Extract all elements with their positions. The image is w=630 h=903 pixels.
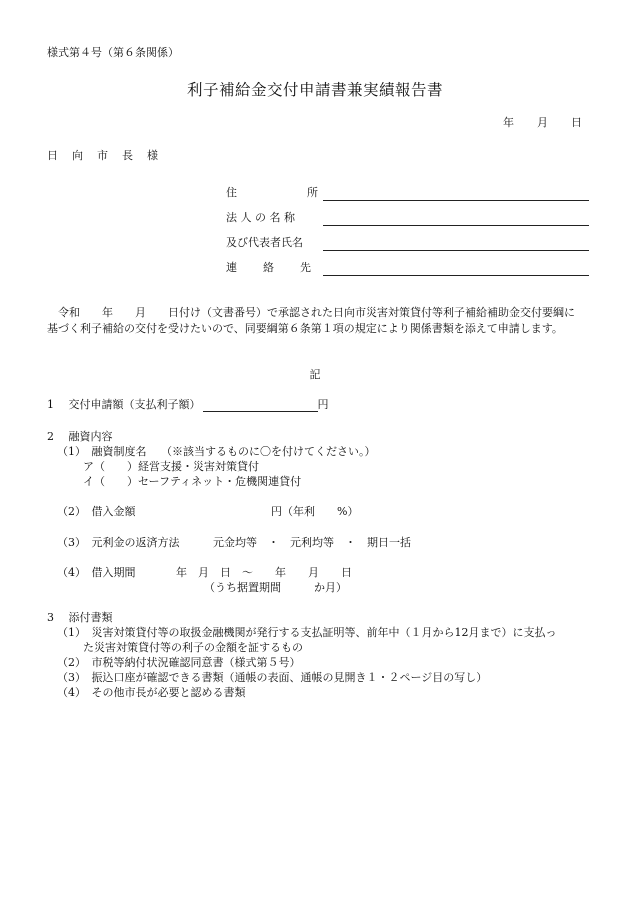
corp-name-field[interactable] [323, 225, 589, 226]
item3-doc1-line2: た災害対策貸付等の利子の金額を証するもの [83, 641, 303, 654]
item2-sub4-period: 年 月 日 ～ 年 月 日 [176, 566, 352, 579]
representative-label: 及び代表者氏名 [226, 236, 303, 249]
corp-name-row [226, 211, 295, 225]
item2-sub3-label: （3） 元利金の返済方法 [57, 536, 180, 549]
item2-sub4-label: （4） 借入期間 [57, 566, 136, 579]
date-day-label: 日 [571, 116, 582, 129]
corp-name-label: 法 人 の 名 称 [226, 211, 295, 224]
addressee-char: 日 [47, 149, 58, 162]
form-number: 様式第４号（第６条関係） [47, 46, 179, 59]
addressee-char: 向 [72, 149, 83, 162]
addressee-char: 長 [122, 149, 133, 162]
item1-unit: 円 [317, 398, 329, 411]
address-label-2: 所 [307, 186, 318, 199]
representative-field[interactable] [323, 250, 589, 251]
item3-doc2: （2） 市税等納付状況確認同意書（様式第５号） [57, 656, 301, 669]
date-month-label: 月 [537, 116, 548, 129]
address-row [226, 186, 318, 200]
request-statement: 令和 年 月 日付け（文書番号）で承認された日向市災害対策貸付等利子補給補助金交付要綱に基づく利子補給の交付を受けたいので、同要綱第６条第１項の規定により関係書類を添えて申請します。 [47, 306, 575, 335]
address-field[interactable] [323, 200, 589, 201]
item2-heading: 2 融資内容 [47, 430, 113, 443]
contact-label-1: 連 [226, 261, 237, 274]
contact-row [226, 261, 311, 275]
item2-sub2-value: 円（年利 %） [271, 505, 359, 518]
item3-heading: 3 添付書類 [47, 611, 113, 624]
item2-sub1-option-a: ア（ ）経営支援・災害対策貸付 [83, 460, 259, 473]
item2-sub2-label: （2） 借入金額 [57, 505, 136, 518]
item1-row [47, 398, 329, 412]
item2-sub1-option-i: イ（ ）セーフティネット・危機関連貸付 [83, 475, 302, 488]
date-year-label: 年 [503, 116, 514, 129]
item3-doc1-line1: （1） 災害対策貸付等の取扱金融機関が発行する支払証明等、前年中（１月から12月まで）に支払っ [57, 626, 557, 639]
item1-label: 1 交付申請額（支払利子額） [47, 398, 201, 411]
page-title: 利子補給金交付申請書兼実績報告書 [186, 81, 443, 99]
representative-row [226, 236, 303, 250]
contact-label-2: 絡 [263, 261, 274, 274]
item2-sub1-label: （1） 融資制度名 （※該当するものに〇を付けてください。） [57, 445, 376, 458]
item3-doc4: （4） その他市長が必要と認める書類 [57, 686, 246, 699]
address-label-1: 住 [226, 186, 237, 199]
contact-field[interactable] [323, 275, 589, 276]
item1-amount-field[interactable] [203, 399, 318, 412]
item3-doc3: （3） 振込口座が確認できる書類（通帳の表面、通帳の見開き１・２ページ目の写し） [57, 671, 488, 684]
addressee-char: 様 [147, 149, 158, 162]
addressee [47, 149, 172, 163]
item2-sub4-grace: （うち据置期間 か月） [204, 581, 347, 594]
ki-marker: 記 [309, 368, 321, 381]
addressee-char: 市 [97, 149, 108, 162]
contact-label-3: 先 [300, 261, 311, 274]
item2-sub3-options: 元金均等 ・ 元利均等 ・ 期日一括 [213, 536, 411, 549]
